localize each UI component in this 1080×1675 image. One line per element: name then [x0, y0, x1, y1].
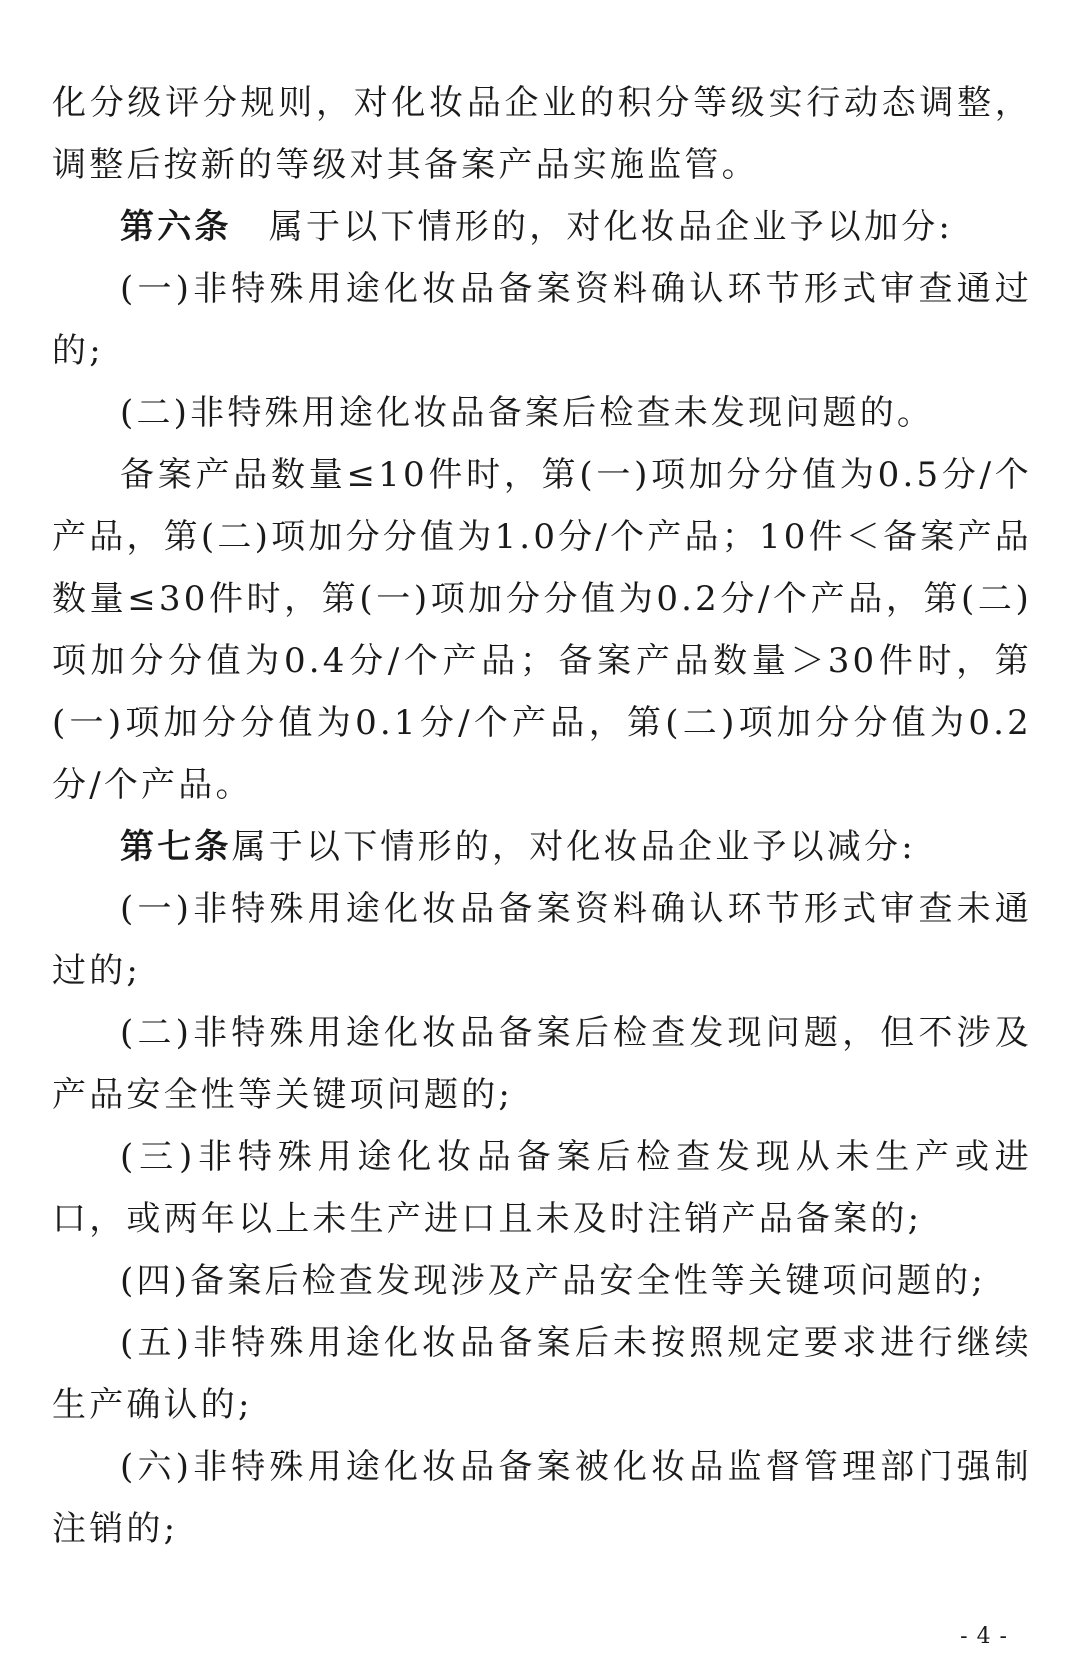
article-7-item-2: [52, 1002, 1032, 1126]
article-7-item-3: [52, 1126, 1032, 1250]
item-text: (二)非特殊用途化妆品备案后检查发现问题，但不涉及产品安全性等关键项问题的;: [52, 1013, 1032, 1115]
item-text: (三)非特殊用途化妆品备案后检查发现从未生产或进口，或两年以上未生产进口且未及时注销产品备案的;: [52, 1137, 1032, 1239]
item-text: (一)非特殊用途化妆品备案资料确认环节形式审查未通过的;: [52, 889, 1032, 991]
article-7: [52, 816, 1032, 878]
article-7-item-5: [52, 1312, 1032, 1436]
item-text: (一)非特殊用途化妆品备案资料确认环节形式审查通过的;: [52, 269, 1032, 371]
paragraph-text: 备案产品数量≤10件时，第(一)项加分分值为0.5分/个产品，第(二)项加分分值为1.0分/个产品；10件＜备案产品数量≤30件时，第(一)项加分分值为0.2分/个产品，第(二)项加分分值为0.4分/个产品；备案产品数量＞30件时，第(一)项加分分值为0.1分/个产品，第(二)项加分分值为0.2分/个产品。: [52, 455, 1032, 805]
article-7-item-6: [52, 1436, 1032, 1560]
paragraph-continuation: [52, 72, 1032, 196]
article-6-item-1: [52, 258, 1032, 382]
article-7-label: 第七条: [120, 827, 232, 867]
item-text: (四)备案后检查发现涉及产品安全性等关键项问题的;: [120, 1261, 986, 1301]
paragraph-text: 化分级评分规则，对化妆品企业的积分等级实行动态调整，调整后按新的等级对其备案产品实施监管。: [52, 83, 1032, 185]
article-7-text: 属于以下情形的，对化妆品企业予以减分:: [231, 827, 916, 867]
document-body: [52, 72, 1032, 1560]
scoring-rules-paragraph: [52, 444, 1032, 816]
article-6-item-2: [52, 382, 1032, 444]
article-7-item-4: [52, 1250, 1032, 1312]
item-text: (六)非特殊用途化妆品备案被化妆品监督管理部门强制注销的;: [52, 1447, 1032, 1549]
article-6-label: 第六条: [120, 207, 232, 247]
item-text: (五)非特殊用途化妆品备案后未按照规定要求进行继续生产确认的;: [52, 1323, 1032, 1425]
article-6-text: 属于以下情形的，对化妆品企业予以加分:: [231, 207, 954, 247]
page-number: - 4 -: [960, 1624, 1008, 1649]
article-6: [52, 196, 1032, 258]
item-text: (二)非特殊用途化妆品备案后检查未发现问题的。: [120, 393, 935, 433]
article-7-item-1: [52, 878, 1032, 1002]
